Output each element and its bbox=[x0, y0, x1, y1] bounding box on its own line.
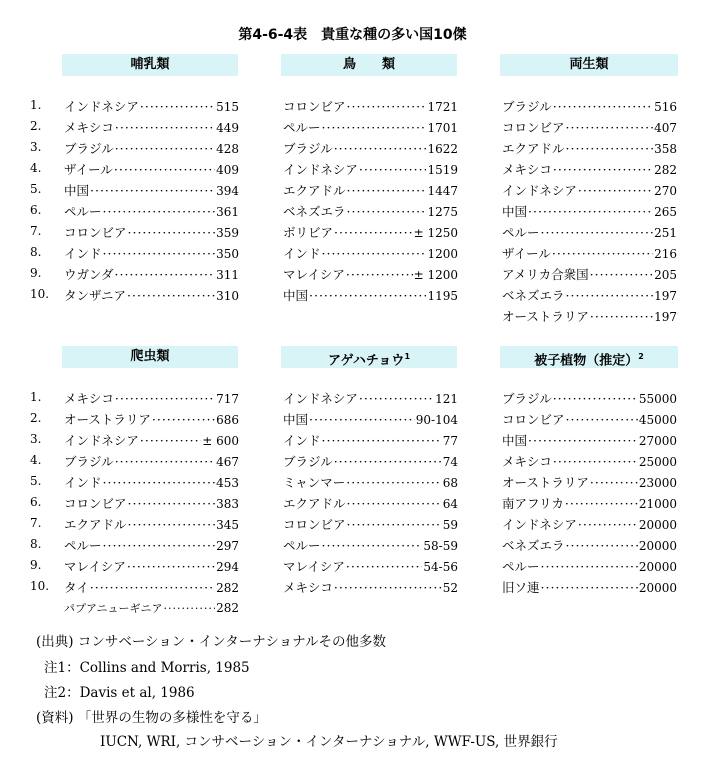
leader-dots bbox=[347, 514, 442, 535]
species-count: 27000 bbox=[638, 434, 677, 448]
leader-dots bbox=[578, 514, 638, 535]
country-name: エクアドル bbox=[283, 496, 346, 511]
species-count: 197 bbox=[654, 289, 677, 303]
species-count: 121 bbox=[435, 392, 458, 406]
rank-label: 1. bbox=[30, 98, 42, 112]
species-count: 515 bbox=[216, 100, 239, 114]
country-name: アメリカ合衆国 bbox=[502, 267, 589, 282]
group-header bbox=[500, 346, 678, 368]
country-name: マレイシア bbox=[283, 559, 345, 574]
leader-dots bbox=[566, 117, 654, 138]
list-item bbox=[502, 514, 677, 535]
leader-dots bbox=[115, 138, 215, 159]
list-item bbox=[283, 514, 458, 535]
country-name: ウガンダ bbox=[64, 267, 114, 282]
group-header bbox=[62, 54, 238, 76]
country-name: マレイシア bbox=[64, 559, 126, 574]
species-count: 1447 bbox=[427, 184, 458, 198]
country-name: ブラジル bbox=[64, 454, 114, 469]
leader-dots bbox=[152, 409, 215, 430]
leader-dots bbox=[103, 472, 216, 493]
group-header-label: 被子植物（推定） bbox=[534, 353, 639, 369]
species-count: 45000 bbox=[638, 413, 677, 427]
list-item bbox=[283, 222, 458, 243]
list-item bbox=[502, 430, 677, 451]
list-item bbox=[283, 493, 458, 514]
leader-dots bbox=[322, 430, 442, 451]
country-name: ベネズエラ bbox=[502, 538, 565, 553]
list-item bbox=[64, 180, 239, 201]
list-item bbox=[64, 201, 239, 222]
source-note: (出典) コンサベーション・インターナショナルその他多数 bbox=[36, 634, 387, 650]
species-count: 1721 bbox=[427, 100, 458, 114]
country-name: メキシコ bbox=[64, 120, 114, 135]
species-count: 21000 bbox=[638, 497, 677, 511]
species-count: 64 bbox=[442, 497, 458, 511]
leader-dots bbox=[346, 264, 413, 285]
species-count: 686 bbox=[216, 413, 239, 427]
species-count: 205 bbox=[654, 268, 677, 282]
country-name: ペルー bbox=[283, 538, 321, 553]
leader-dots bbox=[553, 451, 638, 472]
list-item bbox=[502, 388, 677, 409]
list-item bbox=[502, 96, 677, 117]
material-note: (資料) 「世界の生物の多様性を守る」 bbox=[36, 710, 267, 726]
rank-label: 9. bbox=[30, 558, 42, 572]
leader-dots bbox=[347, 493, 442, 514]
leader-dots bbox=[309, 285, 426, 306]
leader-dots bbox=[590, 264, 653, 285]
country-name: 中国 bbox=[64, 183, 90, 198]
rank-label: 2. bbox=[30, 119, 42, 133]
leader-dots bbox=[578, 180, 653, 201]
list-item bbox=[502, 180, 677, 201]
species-count: 216 bbox=[654, 247, 677, 261]
leader-dots bbox=[114, 159, 215, 180]
country-name: ペルー bbox=[502, 225, 540, 240]
material-publishers: IUCN, WRI, コンサベーション・インターナショナル, WWF-US, 世界銀行 bbox=[100, 734, 558, 750]
species-count: 20000 bbox=[638, 539, 677, 553]
note-2: 注2：Davis et al, 1986 bbox=[44, 685, 195, 701]
list-item bbox=[64, 430, 239, 451]
species-count: 1622 bbox=[427, 142, 458, 156]
country-name: エクアドル bbox=[283, 183, 346, 198]
list-item bbox=[502, 201, 677, 222]
list-item bbox=[283, 285, 458, 306]
leader-dots bbox=[566, 409, 638, 430]
rank-label: 10. bbox=[30, 579, 50, 593]
list-item bbox=[64, 388, 239, 409]
country-name: メキシコ bbox=[502, 454, 552, 469]
species-count: 294 bbox=[216, 560, 239, 574]
species-count: 197 bbox=[654, 310, 677, 324]
list-item bbox=[64, 222, 239, 243]
leader-dots bbox=[359, 388, 434, 409]
list-item bbox=[64, 243, 239, 264]
list-item bbox=[64, 514, 239, 535]
species-count: 54-56 bbox=[423, 560, 458, 574]
rank-label: 7. bbox=[30, 516, 42, 530]
leader-dots bbox=[541, 556, 638, 577]
species-count: 59 bbox=[442, 518, 458, 532]
leader-dots bbox=[309, 409, 415, 430]
leader-dots bbox=[128, 493, 216, 514]
country-name: インドネシア bbox=[64, 433, 139, 448]
list-item bbox=[64, 117, 239, 138]
species-count: 251 bbox=[654, 226, 677, 240]
leader-dots bbox=[346, 556, 423, 577]
species-count: 1200 bbox=[427, 247, 458, 261]
group-header bbox=[281, 54, 457, 76]
rank-label: 3. bbox=[30, 140, 42, 154]
list-item bbox=[502, 159, 677, 180]
list-item bbox=[283, 180, 458, 201]
species-count: 23000 bbox=[638, 476, 677, 490]
country-name: ボリビア bbox=[283, 225, 334, 240]
leader-dots bbox=[553, 388, 638, 409]
group-header-label: 鳥 類 bbox=[342, 57, 395, 72]
leader-dots bbox=[347, 201, 427, 222]
leader-dots bbox=[128, 222, 216, 243]
country-name: コロンビア bbox=[502, 412, 565, 427]
species-count: 20000 bbox=[638, 560, 677, 574]
list-item bbox=[502, 577, 677, 598]
leader-dots bbox=[541, 577, 638, 598]
species-count: 270 bbox=[654, 184, 677, 198]
rank-label: 9. bbox=[30, 266, 42, 280]
species-count: 265 bbox=[654, 205, 677, 219]
list-item bbox=[502, 472, 677, 493]
leader-dots bbox=[590, 306, 653, 327]
country-name: エクアドル bbox=[502, 141, 565, 156]
rank-label: 2. bbox=[30, 411, 42, 425]
country-name: ベネズエラ bbox=[283, 204, 346, 219]
list-item bbox=[64, 556, 239, 577]
country-name: インドネシア bbox=[64, 99, 139, 114]
table-title: 第4-6-4表 貴重な種の多い国10傑 bbox=[238, 27, 467, 43]
list-item bbox=[64, 577, 239, 598]
leader-dots bbox=[322, 243, 427, 264]
species-count: ± 1250 bbox=[413, 226, 458, 240]
species-count: 20000 bbox=[638, 518, 677, 532]
leader-dots bbox=[103, 535, 216, 556]
list-item bbox=[283, 96, 458, 117]
country-name: 中国 bbox=[502, 204, 528, 219]
species-count: 361 bbox=[216, 205, 239, 219]
country-name: コロンビア bbox=[502, 120, 565, 135]
leader-dots bbox=[552, 243, 653, 264]
list-item bbox=[502, 409, 677, 430]
species-count: 428 bbox=[216, 142, 239, 156]
country-name: ザイール bbox=[502, 246, 551, 261]
species-count: 407 bbox=[654, 121, 677, 135]
list-item bbox=[502, 451, 677, 472]
species-count: 359 bbox=[216, 226, 239, 240]
leader-dots bbox=[127, 556, 215, 577]
country-name: インドネシア bbox=[502, 183, 577, 198]
list-item bbox=[283, 159, 458, 180]
list-item bbox=[283, 264, 458, 285]
country-name: ペルー bbox=[283, 120, 321, 135]
leader-dots bbox=[163, 598, 215, 619]
species-count: 358 bbox=[654, 142, 677, 156]
species-count: 52 bbox=[442, 581, 458, 595]
country-name: パプアニューギニア bbox=[64, 602, 163, 615]
list-item bbox=[502, 556, 677, 577]
species-count: 1701 bbox=[427, 121, 458, 135]
list-item bbox=[283, 243, 458, 264]
leader-dots bbox=[347, 180, 427, 201]
rank-label: 3. bbox=[30, 432, 42, 446]
species-count: 350 bbox=[216, 247, 239, 261]
rank-label: 1. bbox=[30, 390, 42, 404]
list-item bbox=[283, 409, 458, 430]
country-name: ブラジル bbox=[283, 141, 333, 156]
country-name: 南アフリカ bbox=[502, 496, 564, 511]
group-header bbox=[500, 54, 678, 76]
leader-dots bbox=[90, 180, 215, 201]
leader-dots bbox=[359, 159, 427, 180]
species-count: 74 bbox=[442, 455, 458, 469]
country-name: インド bbox=[283, 433, 321, 448]
species-count: 345 bbox=[216, 518, 239, 532]
country-name: 中国 bbox=[283, 288, 309, 303]
leader-dots bbox=[115, 117, 215, 138]
list-item bbox=[64, 138, 239, 159]
leader-dots bbox=[90, 577, 215, 598]
species-count: ± 1200 bbox=[413, 268, 458, 282]
list-item bbox=[283, 472, 458, 493]
group-header-label: アゲハチョウ bbox=[327, 353, 405, 369]
list-item bbox=[64, 96, 239, 117]
rank-label: 4. bbox=[30, 161, 42, 175]
leader-dots bbox=[566, 535, 638, 556]
country-name: コロンビア bbox=[283, 517, 346, 532]
leader-dots bbox=[566, 138, 654, 159]
country-name: インドネシア bbox=[283, 391, 358, 406]
species-count: 311 bbox=[216, 268, 239, 282]
list-item bbox=[64, 159, 239, 180]
list-item bbox=[502, 285, 677, 306]
list-item bbox=[283, 451, 458, 472]
country-name: ザイール bbox=[64, 162, 113, 177]
leader-dots bbox=[334, 138, 427, 159]
rank-label: 8. bbox=[30, 245, 42, 259]
country-name: インド bbox=[64, 246, 102, 261]
country-name: インドネシア bbox=[502, 517, 577, 532]
leader-dots bbox=[322, 535, 423, 556]
country-name: インド bbox=[283, 246, 321, 261]
country-name: オーストラリア bbox=[502, 475, 589, 490]
species-count: 453 bbox=[216, 476, 239, 490]
species-count: 282 bbox=[216, 581, 239, 595]
list-item bbox=[502, 138, 677, 159]
list-item bbox=[64, 409, 239, 430]
species-count: 1195 bbox=[427, 289, 458, 303]
list-item bbox=[502, 222, 677, 243]
list-item bbox=[283, 430, 458, 451]
country-name: エクアドル bbox=[64, 517, 127, 532]
list-item bbox=[502, 117, 677, 138]
rank-label: 10. bbox=[30, 287, 50, 301]
country-name: ブラジル bbox=[64, 141, 114, 156]
country-name: メキシコ bbox=[64, 391, 114, 406]
list-item bbox=[64, 264, 239, 285]
list-item bbox=[64, 535, 239, 556]
rank-label: 8. bbox=[30, 537, 42, 551]
list-item bbox=[283, 138, 458, 159]
leader-dots bbox=[115, 264, 216, 285]
country-name: コロンビア bbox=[64, 225, 127, 240]
leader-dots bbox=[553, 159, 653, 180]
country-name: ペルー bbox=[64, 204, 102, 219]
leader-dots bbox=[528, 201, 653, 222]
species-count: 68 bbox=[442, 476, 458, 490]
country-name: コロンビア bbox=[64, 496, 127, 511]
leader-dots bbox=[140, 96, 215, 117]
list-item bbox=[502, 306, 677, 327]
group-header bbox=[62, 346, 238, 368]
species-count: 282 bbox=[216, 601, 239, 615]
leader-dots bbox=[334, 451, 442, 472]
group-header bbox=[281, 346, 457, 368]
country-name: インドネシア bbox=[283, 162, 358, 177]
list-item bbox=[283, 535, 458, 556]
group-header-label: 爬虫類 bbox=[130, 349, 170, 364]
species-count: 55000 bbox=[638, 392, 677, 406]
species-count: 310 bbox=[216, 289, 239, 303]
list-item bbox=[283, 556, 458, 577]
list-item bbox=[502, 535, 677, 556]
rank-label: 4. bbox=[30, 453, 42, 467]
leader-dots bbox=[127, 285, 215, 306]
leader-dots bbox=[103, 243, 216, 264]
rank-label: 7. bbox=[30, 224, 42, 238]
list-item bbox=[502, 264, 677, 285]
country-name: ベネズエラ bbox=[502, 288, 565, 303]
country-name: メキシコ bbox=[283, 580, 333, 595]
species-count: 58-59 bbox=[423, 539, 458, 553]
country-name: ミャンマー bbox=[283, 475, 346, 490]
rank-label: 5. bbox=[30, 182, 42, 196]
country-name: ブラジル bbox=[502, 391, 552, 406]
species-count: 297 bbox=[216, 539, 239, 553]
country-name: 旧ソ連 bbox=[502, 580, 540, 595]
list-item bbox=[64, 472, 239, 493]
leader-dots bbox=[103, 201, 216, 222]
country-name: ペルー bbox=[502, 559, 540, 574]
species-count: 90-104 bbox=[415, 413, 458, 427]
country-name: メキシコ bbox=[502, 162, 552, 177]
country-name: 中国 bbox=[283, 412, 309, 427]
list-item bbox=[64, 598, 239, 619]
rank-label: 6. bbox=[30, 203, 42, 217]
rank-label: 5. bbox=[30, 474, 42, 488]
list-item bbox=[502, 493, 677, 514]
country-name: ブラジル bbox=[502, 99, 552, 114]
header-footnote-mark: 2 bbox=[638, 352, 644, 361]
species-count: 25000 bbox=[638, 455, 677, 469]
leader-dots bbox=[565, 493, 638, 514]
list-item bbox=[64, 493, 239, 514]
list-item bbox=[283, 201, 458, 222]
leader-dots bbox=[322, 117, 427, 138]
country-name: インド bbox=[64, 475, 102, 490]
species-count: 20000 bbox=[638, 581, 677, 595]
species-count: 449 bbox=[216, 121, 239, 135]
species-count: ± 600 bbox=[202, 434, 239, 448]
country-name: ペルー bbox=[64, 538, 102, 553]
species-count: 1519 bbox=[427, 163, 458, 177]
header-footnote-mark: 1 bbox=[404, 352, 411, 361]
species-count: 394 bbox=[216, 184, 239, 198]
species-count: 717 bbox=[216, 392, 239, 406]
list-item bbox=[64, 451, 239, 472]
group-header-label: 哺乳類 bbox=[130, 57, 170, 72]
leader-dots bbox=[346, 472, 441, 493]
list-item bbox=[502, 243, 677, 264]
list-item bbox=[283, 117, 458, 138]
list-item bbox=[283, 388, 458, 409]
country-name: タンザニア bbox=[64, 288, 127, 303]
leader-dots bbox=[590, 472, 638, 493]
leader-dots bbox=[140, 430, 201, 451]
leader-dots bbox=[115, 451, 215, 472]
leader-dots bbox=[128, 514, 216, 535]
country-name: ブラジル bbox=[283, 454, 333, 469]
species-count: 409 bbox=[216, 163, 239, 177]
species-count: 77 bbox=[442, 434, 458, 448]
group-header-label: 両生類 bbox=[569, 57, 609, 72]
country-name: 中国 bbox=[502, 433, 528, 448]
leader-dots bbox=[566, 285, 654, 306]
leader-dots bbox=[541, 222, 654, 243]
country-name: タイ bbox=[64, 580, 89, 595]
rank-label: 6. bbox=[30, 495, 42, 509]
species-count: 516 bbox=[654, 100, 677, 114]
leader-dots bbox=[334, 222, 413, 243]
leader-dots bbox=[347, 96, 427, 117]
leader-dots bbox=[115, 388, 215, 409]
species-count: 467 bbox=[216, 455, 239, 469]
country-name: コロンビア bbox=[283, 99, 346, 114]
list-item bbox=[64, 285, 239, 306]
leader-dots bbox=[334, 577, 442, 598]
country-name: マレイシア bbox=[283, 267, 345, 282]
note-1: 注1：Collins and Morris, 1985 bbox=[44, 660, 250, 676]
list-item bbox=[283, 577, 458, 598]
species-count: 383 bbox=[216, 497, 239, 511]
species-count: 1275 bbox=[427, 205, 458, 219]
species-count: 282 bbox=[654, 163, 677, 177]
leader-dots bbox=[528, 430, 638, 451]
leader-dots bbox=[553, 96, 653, 117]
country-name: オーストラリア bbox=[502, 309, 589, 324]
country-name: オーストラリア bbox=[64, 412, 151, 427]
